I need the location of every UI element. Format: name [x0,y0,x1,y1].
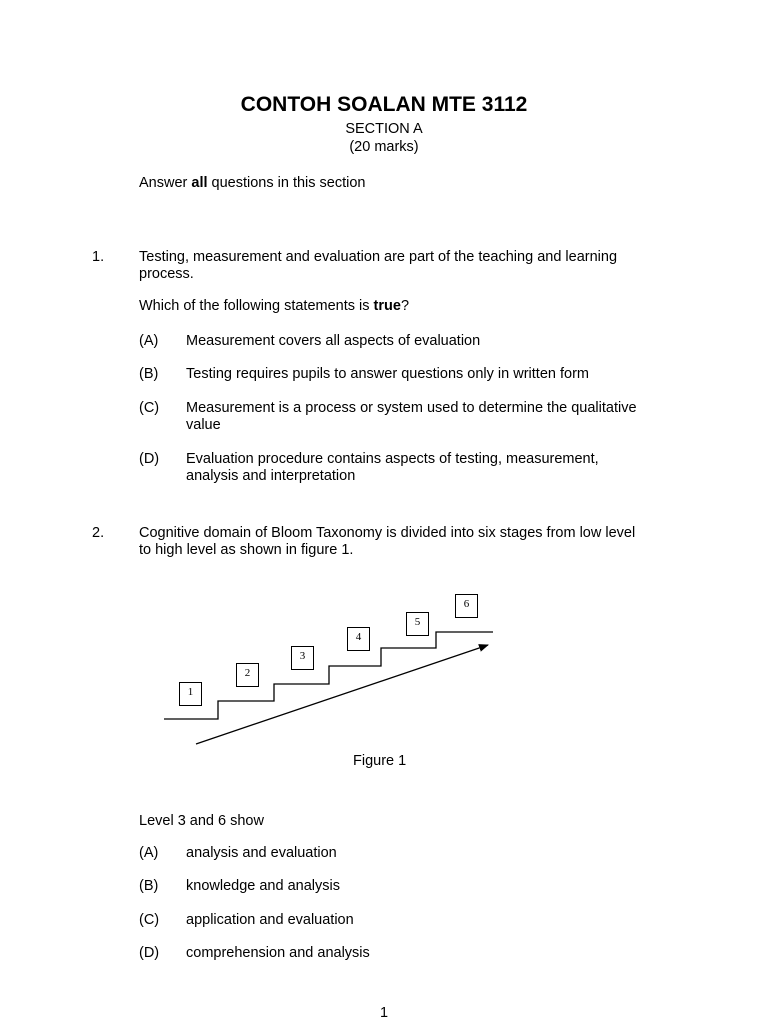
question-1-option-c-line-1: Measurement is a process or system used to determine the qualitative [186,400,637,416]
question-2-option-a-text[interactable]: analysis and evaluation [186,845,337,861]
section-heading: SECTION A [345,121,423,137]
instruction-pre: Answer [139,175,192,191]
page-title: CONTOH SOALAN MTE 3112 [240,93,528,116]
question-1-option-b-label[interactable]: (B) [139,366,159,382]
question-1-option-d-line-2: analysis and interpretation [186,468,356,484]
question-2-option-b-text[interactable]: knowledge and analysis [186,878,340,894]
level-box-3: 3 [291,646,314,670]
staircase-line [164,632,493,719]
progress-arrow [196,645,488,744]
page-number: 1 [379,1005,389,1021]
question-1-prompt-bold: true [373,298,401,314]
question-1-option-d-label[interactable]: (D) [139,451,160,467]
level-box-2: 2 [236,663,259,687]
question-2-option-c-label[interactable]: (C) [139,912,160,928]
instruction-bold: all [191,175,208,191]
figure-caption: Figure 1 [353,753,407,769]
question-1-option-a-label[interactable]: (A) [139,333,159,349]
level-box-4: 4 [347,627,370,651]
level-box-1: 1 [179,682,202,706]
question-1-prompt-pre: Which of the following statements is [139,298,374,314]
question-2-option-d-text[interactable]: comprehension and analysis [186,945,370,961]
section-marks: (20 marks) [349,139,419,155]
question-1-number: 1. [92,249,105,265]
question-2-option-c-text[interactable]: application and evaluation [186,912,354,928]
question-2-option-b-label[interactable]: (B) [139,878,159,894]
question-1-option-d-line-1: Evaluation procedure contains aspects of testing, measurement, [186,451,599,467]
question-1-option-a-text[interactable]: Measurement covers all aspects of evaluation [186,333,481,349]
question-1-option-b-text[interactable]: Testing requires pupils to answer questions only in written form [186,366,589,382]
question-1-line-2: process. [139,266,194,282]
level-box-5: 5 [406,612,429,636]
question-2-option-a-label[interactable]: (A) [139,845,159,861]
level-box-6: 6 [455,594,478,618]
question-1-option-c-line-2: value [186,417,221,433]
question-2-line-2: to high level as shown in figure 1. [139,542,354,558]
question-1-prompt-post: ? [400,298,410,314]
instruction-post: questions in this section [207,175,366,191]
question-2-number: 2. [92,525,105,541]
question-1-line-1: Testing, measurement and evaluation are part of the teaching and learning [139,249,618,265]
question-2-prompt: Level 3 and 6 show [139,813,264,829]
question-2-option-d-label[interactable]: (D) [139,945,160,961]
question-2-line-1: Cognitive domain of Bloom Taxonomy is divided into six stages from low level [139,525,636,541]
question-1-option-c-label[interactable]: (C) [139,400,160,416]
